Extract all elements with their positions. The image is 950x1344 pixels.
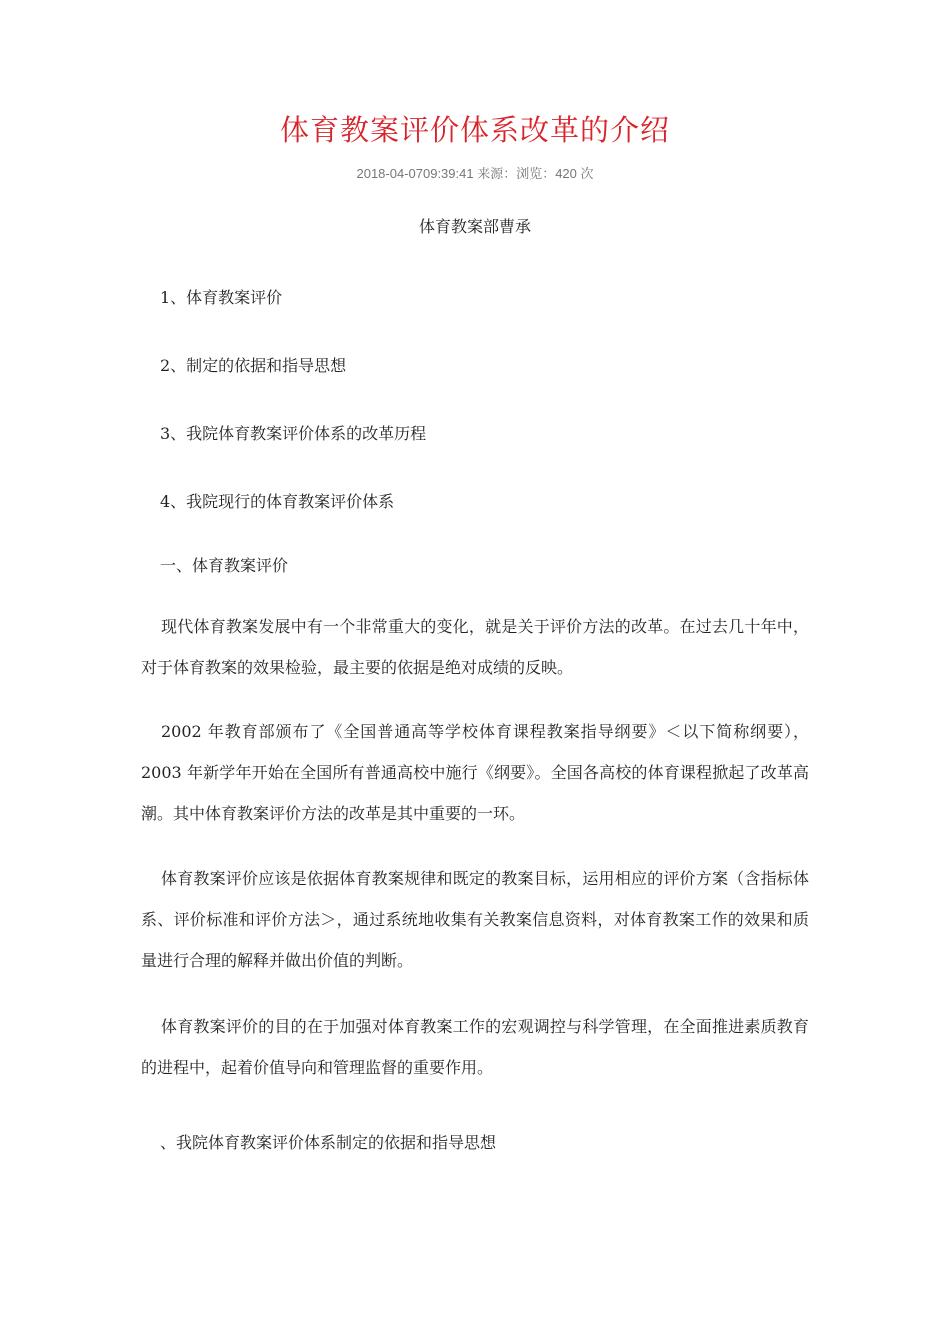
article-meta: 2018-04-0709:39:41 来源：浏览：420 次 xyxy=(356,166,594,181)
section-heading: 、我院体育教案评价体系制定的依据和指导思想 xyxy=(160,1133,497,1152)
paragraph: 现代体育教案发展中有一个非常重大的变化，就是关于评价方法的改革。在过去几十年中，对于体育教案的效果检验，最主要的依据是绝对成绩的反映。 xyxy=(141,617,809,677)
toc-item: 4、我院现行的体育教案评价体系 xyxy=(160,492,395,511)
toc-item: 3、我院体育教案评价体系的改革历程 xyxy=(160,424,427,443)
article-title: 体育教案评价体系改革的介绍 xyxy=(279,113,670,147)
article-author: 体育教案部曹承 xyxy=(418,217,531,236)
toc-item: 1、体育教案评价 xyxy=(160,288,283,307)
paragraph: 2002 年教育部颁布了《全国普通高等学校体育课程教案指导纲要》＜以下简称纲要），2003 年新学年开始在全国所有普通高校中施行《纲要》。全国各高校的体育课程掀起了改革高潮。其中体育教案评价方法的改革是其中重要的一环。 xyxy=(141,722,809,823)
toc-item: 2、制定的依据和指导思想 xyxy=(160,356,347,375)
section-heading: 一、体育教案评价 xyxy=(160,556,289,575)
paragraph: 体育教案评价的目的在于加强对体育教案工作的宏观调控与科学管理，在全面推进素质教育的进程中，起着价值导向和管理监督的重要作用。 xyxy=(141,1017,809,1077)
paragraph: 体育教案评价应该是依据体育教案规律和既定的教案目标，运用相应的评价方案（含指标体系、评价标准和评价方法＞，通过系统地收集有关教案信息资料，对体育教案工作的效果和质量进行合理的解释并做出价值的判断。 xyxy=(141,869,809,970)
